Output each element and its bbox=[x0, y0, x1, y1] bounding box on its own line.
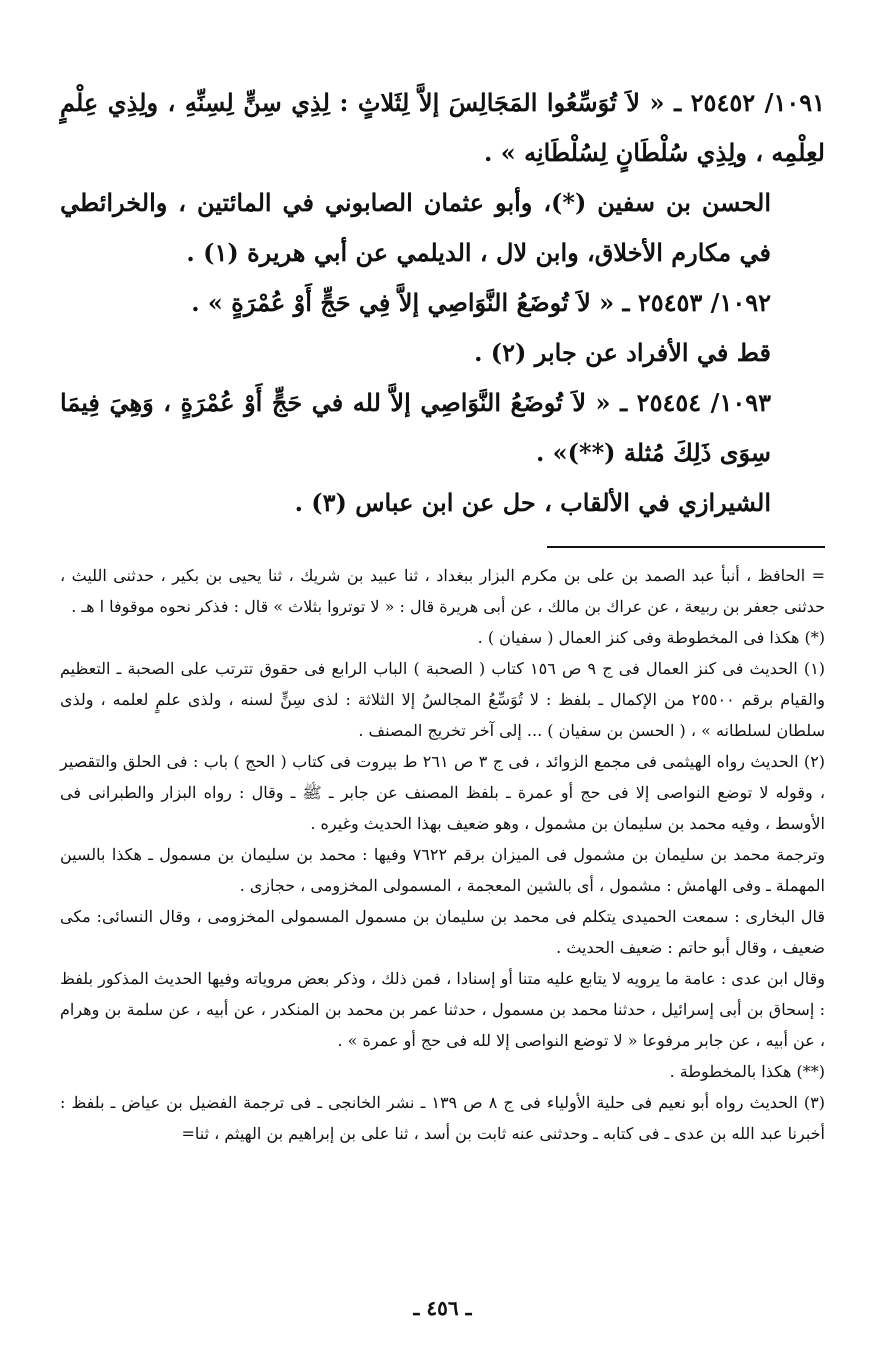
source-1093: الشيرازي في الألقاب ، حل عن ابن عباس (٣) . bbox=[294, 488, 771, 517]
footnote-double-star: (**) هكذا بالمخطوطة . bbox=[669, 1062, 825, 1081]
footnote-2: (٢) الحديث رواه الهيثمى فى مجمع الزوائد ، فى ج ٣ ص ٢٦١ ط بيروت فى كتاب ( الحج ) باب : فى الحلق والتقصير ، وقوله لا توضع النواصى إلا فى حج أو عمرة ـ بلفظ المصنف عن جابر ـ ﷺ ـ وقال : رواه البزار والطبرانى فى الأوسط ، وفيه محمد بن سليمان بن مشمول ، وهو ضعيف بهذا الحديث وغيره . bbox=[60, 752, 826, 833]
footnote-2-mizan: وترجمة محمد بن سليمان بن مشمول فى الميزان برقم ٧٦٢٢ وفيها : محمد بن سليمان بن مسمول ـ هكذا بالسين المهملة ـ وفى الهامش : مشمول ، أى بالشين المعجمة ، المسمولى المخزومى ، حجازى . bbox=[60, 845, 825, 895]
page-number: ـ ٤٥٦ ـ bbox=[413, 1296, 472, 1320]
page bbox=[60, 78, 825, 1357]
footnote-continuation: = الحافظ ، أنبأ عبد الصمد بن على بن مكرم البزار ببغداد ، ثنا عبيد بن شريك ، ثنا يحيى بن بكير ، حدثنى الليث ، حدثنى جعفر بن ربيعة ، عن عراك بن مالك ، عن أبى هريرة قال : « لا توتروا بثلاث » قال : فذكر نحوه موقوفا ا هـ . bbox=[60, 566, 825, 616]
footnotes bbox=[60, 560, 825, 1149]
main-text bbox=[60, 78, 825, 528]
source-1091: الحسن بن سفين (*)، وأبو عثمان الصابوني في المائتين ، والخرائطي في مكارم الأخلاق، وابن لال ، الديلمي عن أبي هريرة (١) . bbox=[60, 188, 772, 267]
footnote-divider bbox=[547, 546, 825, 548]
footnote-2-bukhari: قال البخارى : سمعت الحميدى يتكلم فى محمد بن سليمان بن مسمول المسمولى المخزومى ، وقال النسائى: مكى ضعيف ، وقال أبو حاتم : ضعيف الحديث . bbox=[60, 907, 825, 957]
hadith-1091: ١٠٩١/ ٢٥٤٥٢ ـ « لاَ تُوَسِّعُوا المَجَالِسَ إلاَّ لِثَلاثٍ : لِذِي سِنٍّ لِسِنِّهِ ، ولِذِي عِلْمٍ لعِلْمِه ، ولِذِي سُلْطَانٍ لِسُلْطَانِه » . bbox=[60, 88, 825, 167]
footnote-2-ibn-adi: وقال ابن عدى : عامة ما يرويه لا يتابع عليه متنا أو إسنادا ، فمن ذلك ، وذكر بعض مروياته وفيها الحديث المذكور بلفظ : إسحاق بن أبى إسرائيل ، حدثنا محمد بن مسمول ، حدثنا عمر بن محمد بن المنكدر ، عن أبيه ، عن سلمة بن وهرام ، عن أبيه ، عن جابر مرفوعا « لا توضع النواصى إلا لله فى حج أو عمرة » . bbox=[60, 969, 825, 1050]
footnote-star: (*) هكذا فى المخطوطة وفى كنز العمال ( سفيان ) . bbox=[477, 628, 825, 647]
hadith-1093: ١٠٩٣/ ٢٥٤٥٤ ـ « لاَ تُوضَعُ النَّوَاصِي إلاَّ لله في حَجٍّ أَوْ عُمْرَةٍ ، وَهِيَ فِيمَا سِوَى ذَلِكَ مُثلة (**)» . bbox=[60, 388, 771, 467]
hadith-1092: ١٠٩٢/ ٢٥٤٥٣ ـ « لاَ تُوضَعُ النَّوَاصِي إلاَّ فِي حَجٍّ أَوْ عُمْرَةٍ » . bbox=[191, 288, 771, 317]
footnote-1: (١) الحديث فى كنز العمال فى ج ٩ ص ١٥٦ كتاب ( الصحبة ) الباب الرابع فى حقوق تترتب على الصحبة ـ التعظيم والقيام برقم ٢٥٥٠٠ من الإكمال ـ بلفظ : لا تُوَسِّعُ المجالسُ إلا الثلاثة : لذى سِنٍّ لسنه ، ولذى علمٍ لعلمه ، ولذى سلطان لسلطانه » ، ( الحسن بن سفيان ) ... إلى آخر تخريج المصنف . bbox=[60, 659, 826, 740]
footnote-3: (٣) الحديث رواه أبو نعيم فى حلية الأولياء فى ج ٨ ص ١٣٩ ـ نشر الخانجى ـ فى ترجمة الفضيل بن عياض ـ بلفظ : أخبرنا عبد الله بن عدى ـ فى كتابه ـ وحدثنى عنه ثابت بن أسد ، ثنا على بن إبراهيم بن الهيثم ، ثنا= bbox=[60, 1093, 826, 1143]
source-1092: قط في الأفراد عن جابر (٢) . bbox=[474, 338, 771, 367]
